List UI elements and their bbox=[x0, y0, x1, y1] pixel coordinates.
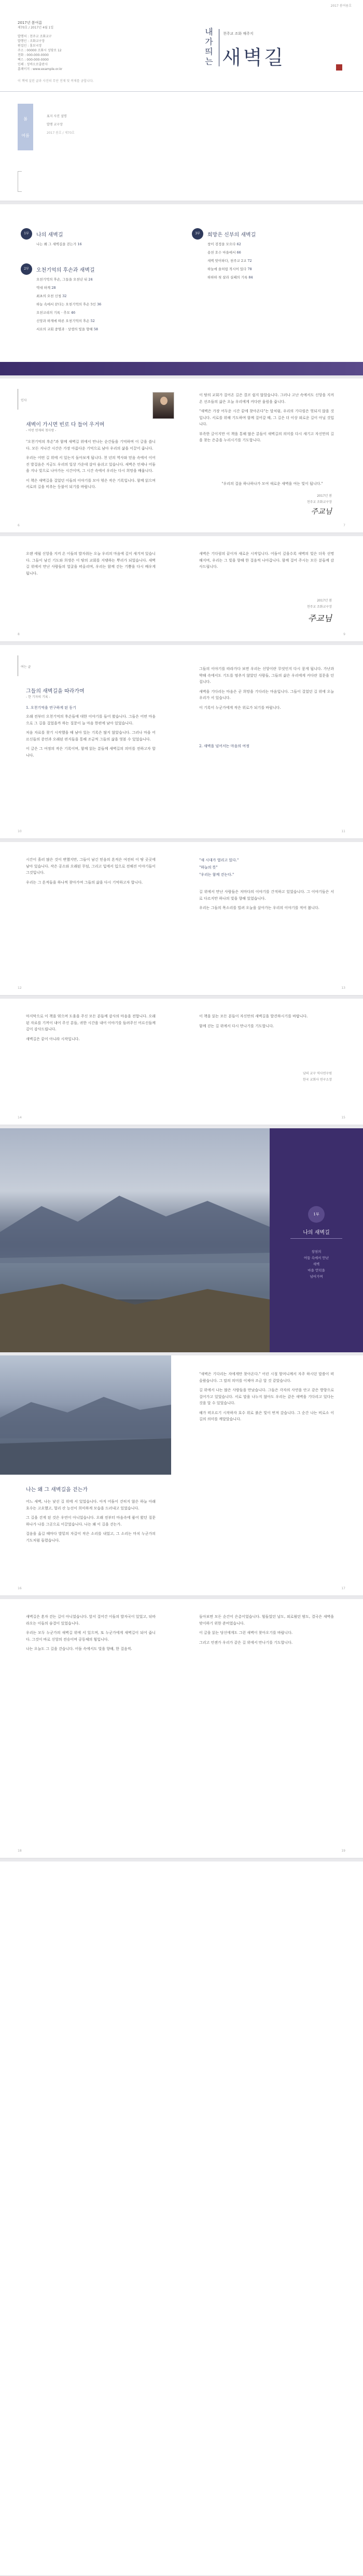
part1-item: 새벽 bbox=[313, 1262, 320, 1266]
toc-item[interactable] bbox=[207, 242, 241, 246]
part1-item: 넘어가며 bbox=[310, 1275, 323, 1279]
toc-item-label: 서로의 교회 중명과 · 상생의 빛을 향해 bbox=[36, 327, 93, 331]
toc-item-label: 하늘에 솔처럼 적시어 있다 bbox=[207, 267, 247, 271]
quote-block bbox=[199, 857, 334, 878]
author-small: 발행 교구장 bbox=[47, 123, 63, 127]
info-line: 편집인 : 홍보국장 bbox=[18, 44, 42, 48]
paragraph: 우리는 그들의 목소리를 빌려 오늘을 살아가는 우리의 이야기를 적어 봅니다. bbox=[199, 906, 319, 910]
toc-part-title: 나의 새벽길 bbox=[36, 232, 63, 238]
page-number-left: 12 bbox=[18, 986, 22, 990]
title-char: 가 bbox=[205, 37, 213, 47]
paragraph: 새벽길은 끝이 아니라 시작입니다. bbox=[26, 1037, 80, 1041]
letter-col-left bbox=[26, 439, 156, 491]
toc-item[interactable] bbox=[36, 302, 101, 306]
part1-badge: 1부 bbox=[308, 1206, 325, 1223]
subtitle: 천주교 조화 매주지 bbox=[223, 32, 254, 36]
info-line: 팩스 : 000-000-0000 bbox=[18, 58, 49, 62]
paragraph: 그 길을 걷게 된 것은 우연이 아니었습니다. 오래 전부터 마음속에 품어 왔던 질문 하나가 나를 그곳으로 이끌었습니다. 나는 왜 이 길을 걷는가. bbox=[26, 1516, 156, 1527]
chapter2-sheet bbox=[0, 1599, 363, 1858]
page-number-right: 13 bbox=[341, 986, 345, 990]
paragraph: 어느 새벽, 나는 낯선 길 위에 서 있었습니다. 아직 어둠이 걷히지 않은 하늘 아래 호수는 고요했고, 멀리 산 능선이 희미하게 모습을 드러내고 있었습니다. bbox=[26, 1500, 156, 1510]
paragraph: 돌아보면 모든 순간이 은총이었습니다. 힘들었던 날도, 외로웠던 밤도, 결국은 새벽을 맞이하기 위한 준비였습니다. bbox=[199, 1615, 334, 1626]
paragraph: 이 글은 그 여정의 작은 기록이며, 함께 읽는 분들께 새벽길의 의미를 전하고자 합니다. bbox=[26, 747, 156, 758]
toc-item-label: 하하하 첫 살라 실패의 기록 bbox=[207, 275, 248, 279]
toc-item-label: 신앙과 하계에 따른 오천기억의 후손 bbox=[36, 319, 90, 323]
page-number-left: 16 bbox=[18, 1587, 22, 1590]
red-seal bbox=[336, 64, 342, 71]
cover-sheet bbox=[0, 0, 363, 201]
toc-item-label: 창이 검정을 모으다 bbox=[207, 242, 236, 246]
paragraph: 이 기록이 누군가에게 작은 위로가 되기를 바랍니다. bbox=[199, 705, 281, 710]
info-line: 홈페이지 : www.example.or.kr bbox=[18, 67, 63, 71]
caption-small: 표지 사진 설명 bbox=[47, 115, 67, 118]
part1-title: 나의 새벽길 bbox=[303, 1230, 330, 1236]
sidebar-block bbox=[18, 104, 33, 150]
paragraph: 우리는 모두 누군가의 새벽길 위에 서 있으며, 또 누군가에게 새벽길이 되어 줍니다. 그것이 바로 신앙의 전승이며 공동체의 힘입니다. bbox=[26, 1631, 156, 1642]
toc-item-page: 84 bbox=[248, 275, 253, 279]
landscape-photo bbox=[0, 1128, 270, 1352]
paragraph: 함께 걷는 길 위에서 다시 만나기를 기도합니다. bbox=[199, 1024, 274, 1028]
part1-item: 마을 언덕을 bbox=[308, 1268, 325, 1272]
essay3-col-right bbox=[199, 1013, 334, 1029]
letter-col-right bbox=[199, 392, 334, 444]
section-label: 여는 글 bbox=[21, 665, 31, 669]
essay3-sheet bbox=[0, 999, 363, 1125]
letter-title: 새벽이 가시면 빈로 다 들어 우거며 bbox=[26, 422, 105, 428]
toc-item-page: 72 bbox=[247, 259, 252, 263]
essay-sheet bbox=[0, 645, 363, 839]
essay-heading: 2. 새벽을 넘어서는 마음의 여정 bbox=[199, 744, 249, 748]
page-number-right: 19 bbox=[341, 1849, 345, 1853]
paragraph: 이 글을 읽는 당신에게도 그런 새벽이 찾아오기를 바랍니다. bbox=[199, 1631, 293, 1635]
purple-band bbox=[0, 362, 363, 375]
page-number-left: 14 bbox=[18, 1116, 22, 1119]
info-panel bbox=[18, 21, 158, 83]
essay-col-right bbox=[199, 666, 334, 711]
letter2-col-left: 오랜 세월 신앙을 지켜 온 이들의 발자취는 오늘 우리의 마음에 깊이 새겨져 있습니다. 그들이 남긴 기도와 희생은 이 땅의 교회를 지탱하는 뿌리가 되었습니다. 새벽길 위에서 만난 사람들의 얼굴을 떠올리며, 우리는 함께 걷는 기쁨을 다시 배우게 됩니다. bbox=[26, 552, 156, 576]
paragraph: 이 책을 읽는 모든 분들이 자신만의 새벽길을 발견하시기를 바랍니다. bbox=[199, 1014, 308, 1018]
issue-tag: 2017 봄호 / 제70호 bbox=[47, 131, 75, 135]
toc-item-page: 28 bbox=[51, 286, 56, 290]
chapter-col-right bbox=[199, 1371, 334, 1423]
essay3-col-left bbox=[26, 1013, 156, 1042]
toc-item[interactable] bbox=[207, 250, 241, 255]
letter-signer: 천주교 조화교구장 bbox=[306, 500, 332, 504]
paragraph: 길 위에서 만난 사람들은 저마다의 이야기를 간직하고 있었습니다. 그 이야기들은 서로 다르지만 하나의 빛을 향해 있었습니다. bbox=[199, 890, 334, 901]
info-line: 발행인 : 조화교구장 bbox=[18, 39, 45, 43]
toc-part-title: 희망은 신부의 새벽길 bbox=[207, 232, 256, 238]
toc-sheet bbox=[0, 204, 363, 375]
part1-item-list bbox=[270, 1249, 363, 1280]
page-number-left: 18 bbox=[18, 1849, 22, 1853]
paragraph: 이 책은 새벽길을 걸었던 이들의 이야기를 모아 엮은 작은 기록입니다. 함께 읽으며 서로의 길을 비추는 등불이 되기를 바랍니다. bbox=[26, 478, 156, 489]
chapter2-col-right bbox=[199, 1614, 334, 1646]
bishop-face bbox=[160, 397, 167, 405]
chapter-photo-scene bbox=[0, 1355, 171, 1475]
part1-item: 어둠 속에서 만난 bbox=[303, 1256, 329, 1260]
toc-item[interactable] bbox=[36, 327, 98, 331]
signature: 주교님 bbox=[311, 508, 332, 516]
quote-line: "새 시대가 열리고 있다." bbox=[199, 858, 239, 862]
toc-item-page: 46 bbox=[71, 311, 76, 315]
essay2-col-left bbox=[26, 857, 156, 886]
notice-text: 이 책에 실린 글과 사진의 무단 전재 및 복제를 금합니다. bbox=[18, 79, 94, 83]
sign-line: 남의 교구 역사연구원 bbox=[303, 1072, 332, 1075]
paragraph: 마지막으로 이 책을 엮으며 도움을 주신 모든 분들께 감사의 마음을 전합니다. 오래된 자료를 기꺼이 내어 주신 분들, 귀한 시간을 내어 이야기를 들려주신 어르신들께 깊이 감사드립니다. bbox=[26, 1014, 156, 1031]
page-number-left: 8 bbox=[18, 633, 20, 636]
paragraph: 새벽길은 혼자 걷는 길이 아니었습니다. 앞서 걸어간 이들의 발자국이 있었고, 뒤따라오는 이들의 숨결이 있었습니다. bbox=[26, 1615, 156, 1626]
quote-line: "하늘의 뜻" bbox=[199, 865, 218, 870]
info-line: 주소 : 00000 조화시 성당로 12 bbox=[18, 49, 62, 52]
paragraph: "오천기억의 후손"과 함께 새벽길 위에서 만나는 순간들을 기억하며 이 글을 씁니다. 모든 지나간 시간은 가장 아름다운 기억으로 남아 우리의 삶을 이끌어 줍니다. bbox=[26, 440, 156, 451]
paragraph: 이 땅의 교회가 걸어온 길은 결코 쉽지 않았습니다. 그러나 고난 속에서도 신앙을 지켜 온 선조들의 삶은 오늘 우리에게 커다란 울림을 줍니다. bbox=[199, 393, 334, 404]
page-number-right: 7 bbox=[343, 524, 345, 527]
toc-part-badge: 1부 bbox=[21, 228, 32, 240]
toc-item-page: 36 bbox=[97, 302, 102, 306]
toc-item-page: 58 bbox=[93, 327, 99, 331]
page-number-left: 10 bbox=[18, 830, 22, 833]
sign-line: 2017년 봄 bbox=[317, 599, 332, 603]
title-vertical bbox=[203, 27, 215, 66]
toc-item-page: 16 bbox=[77, 242, 82, 246]
essay-heading: 1. 오천기억을 연구하게 된 동기 bbox=[26, 706, 76, 710]
part1-item: 창천의 bbox=[311, 1250, 322, 1254]
paragraph: 새벽을 기다리는 마음은 곧 희망을 기다리는 마음입니다. 그들이 걸었던 길 위에 오늘 우리가 서 있습니다. bbox=[199, 689, 334, 700]
toc-item-label: 오천기억의 후손, 그들을 오천년 뒤 bbox=[36, 277, 88, 282]
masthead-line-2: 제70호 / 2017년 4월 1일 bbox=[18, 26, 54, 30]
part1-divider-sheet bbox=[0, 1128, 363, 1352]
letter-sheet bbox=[0, 379, 363, 533]
main-title: 새벽길 bbox=[222, 46, 286, 69]
chapter-photo bbox=[0, 1355, 171, 1475]
info-line: 전화 : 000-000-0000 bbox=[18, 53, 49, 57]
chapter-title: 나는 왜 그 새벽길을 걷는가 bbox=[26, 1487, 88, 1493]
title-panel bbox=[203, 27, 338, 84]
toc-item[interactable] bbox=[36, 277, 93, 282]
essay-subtitle: - 한 기자의 기록 - bbox=[26, 695, 50, 699]
essay-col-left bbox=[26, 713, 156, 759]
toc-item[interactable] bbox=[207, 267, 252, 271]
letter-quote: "우리의 걸음 하나하나가 모여 새로운 새벽을 여는 빛이 됩니다." bbox=[221, 482, 323, 486]
part1-panel bbox=[270, 1128, 363, 1352]
paragraph: 그리고 언젠가 우리가 같은 길 위에서 만나기를 기도합니다. bbox=[199, 1640, 293, 1645]
title-char: 내 bbox=[205, 27, 213, 37]
sign-line: 한국 교회사 연구소장 bbox=[303, 1078, 332, 1082]
toc-item[interactable] bbox=[207, 258, 252, 263]
letter2-col-right: 새벽은 기다림의 끝이자 새로운 시작입니다. 어둠이 깊을수록 새벽의 빛은 더욱 선명해지며, 우리는 그 빛을 향해 한 걸음씩 나아갑니다. 함께 걸어 주시는 모든 분들께 감사드립니다. bbox=[199, 552, 334, 569]
cover-band bbox=[0, 91, 363, 92]
letter-subtitle: - 어떤 연재의 첫사랑 - bbox=[26, 429, 57, 432]
chapter-sheet bbox=[0, 1355, 363, 1596]
toc-part-title: 오천기억의 후손과 새벽길 bbox=[36, 268, 95, 273]
paragraph: 그들의 이야기를 따라가다 보면 우리는 신앙이란 무엇인지 다시 묻게 됩니다. 가난과 박해 속에서도 기도를 멈추지 않았던 사람들, 그들의 삶은 우리에게 커다란 질문을 던집니다. bbox=[199, 667, 334, 684]
page-number-left: 6 bbox=[18, 524, 20, 527]
bishop-photo bbox=[152, 392, 174, 419]
paragraph: 길 위에서 나는 많은 사람들을 만났습니다. 그들은 각자의 사연을 안고 같은 방향으로 걸어가고 있었습니다. 서로 말을 나누지 않아도 우리는 같은 새벽을 기다리고 있다는 것을 알 수 있었습니다. bbox=[199, 1388, 334, 1405]
chapter2-col-left bbox=[26, 1614, 156, 1653]
paragraph: "새벽은 가장 어두운 시간 끝에 찾아온다"는 말처럼, 우리의 기다림은 헛되지 않을 것입니다. 서로를 위해 기도하며 함께 걸어갈 때, 그 길은 더 이상 외로운 길이 아닐 것입니다. bbox=[199, 409, 334, 426]
page-number-right: 17 bbox=[341, 1587, 345, 1590]
paragraph: "새벽은 기다리는 자에게만 찾아온다." 어린 시절 할머니께서 자주 하시던 말씀이 떠올랐습니다. 그 말의 의미를 이제야 조금 알 것 같았습니다. bbox=[199, 1372, 334, 1383]
toc-item-page: 62 bbox=[236, 242, 241, 246]
left-bracket bbox=[18, 171, 22, 192]
chapter-col-left bbox=[26, 1499, 156, 1544]
page-number-right: 11 bbox=[341, 830, 345, 833]
sidebar-label: 봄 bbox=[23, 117, 27, 121]
toc-item-page: 32 bbox=[62, 294, 67, 298]
paragraph: 부족한 글이지만 이 책을 통해 많은 분들이 새벽길의 의미를 다시 새기고 자신만의 길을 찾는 은총을 누리시기를 기도합니다. bbox=[199, 431, 334, 442]
section-label: 인사 bbox=[21, 399, 27, 402]
toc-item-label: 용천 호수 마을에서 bbox=[207, 250, 236, 255]
essay2-sheet bbox=[0, 842, 363, 996]
toc-item-label: 새벽 맞이하다, 천주교 2교 bbox=[207, 259, 247, 263]
essay2-col-right bbox=[199, 889, 334, 912]
toc-item-label: 하늘 속에서 꾼다는 오천기억의 후손 5인 bbox=[36, 302, 96, 306]
toc-item[interactable] bbox=[36, 310, 75, 315]
sign-line: 천주교 조화교구장 bbox=[306, 605, 332, 609]
toc-item-label: 나는 왜 그 새벽길을 걷는가 bbox=[36, 242, 77, 246]
toc-item-label: 오천교리의 기록 · 추모 bbox=[36, 311, 70, 315]
toc-item[interactable] bbox=[36, 293, 66, 298]
toc-item[interactable] bbox=[36, 318, 95, 323]
running-header: 2017 봄여름호 bbox=[330, 4, 352, 8]
page-number-right: 15 bbox=[341, 1116, 345, 1119]
paragraph: 처음 자료를 찾기 시작했을 때 남아 있는 기록은 많지 않았습니다. 그러나 마을 어르신들의 증언과 오래된 편지들을 통해 조금씩 그들의 삶을 엿볼 수 있었습니다. bbox=[26, 731, 156, 741]
paragraph: 시간이 흘러 많은 것이 변했지만, 그들이 남긴 믿음의 흔적은 여전히 이 땅 곳곳에 남아 있습니다. 작은 공소와 오래된 무덤, 그리고 입에서 입으로 전해진 이야기들이 그것입니다. bbox=[26, 858, 156, 875]
masthead-line-1: 2017년 봄여름 bbox=[18, 21, 43, 25]
paragraph: 우리는 어떤 길 위에 서 있는지 돌아보게 됩니다. 천 년의 역사와 믿음 속에서 이어진 발걸음은 지금도 우리의 일상 가운데 살아 숨쉬고 있습니다. 새벽은 언제나 어둠을 지나 빛으로 나아가는 시간이며, 그 시간 속에서 우리는 다시 희망을 배웁니다. bbox=[26, 456, 156, 473]
toc-part-badge: 2부 bbox=[21, 263, 32, 275]
toc-item[interactable] bbox=[207, 275, 253, 279]
toc-item-page: 66 bbox=[236, 250, 241, 255]
letter2-sheet bbox=[0, 536, 363, 642]
trailing-sheet bbox=[0, 1861, 363, 2576]
toc-item[interactable] bbox=[36, 242, 82, 246]
title-char: 띄 bbox=[205, 47, 213, 57]
photo-mountains bbox=[0, 1128, 270, 1352]
page-number-right: 9 bbox=[343, 633, 345, 636]
letter-date: 2017년 봄 bbox=[317, 494, 332, 498]
paragraph: 걸음을 옮길 때마다 발밑의 자갈이 작은 소리를 내었고, 그 소리는 마치 누군가의 기도처럼 들렸습니다. bbox=[26, 1532, 156, 1543]
sidebar-label: 여름 bbox=[21, 133, 30, 138]
toc-part-badge: 3부 bbox=[192, 228, 203, 240]
toc-item-label: 역대 하계 bbox=[36, 286, 51, 290]
info-line: 발행처 : 천주교 조화교구 bbox=[18, 35, 52, 38]
paragraph: 오래 전부터 오천기억의 후손들에 대한 이야기를 들어 왔습니다. 그들은 어떤 마음으로 그 길을 걸었을까 하는 질문이 늘 마음 한편에 남아 있었습니다. bbox=[26, 715, 156, 725]
info-line: 인쇄 : 성바오로출판사 bbox=[18, 63, 48, 66]
signature: 주교님 bbox=[308, 613, 332, 623]
paragraph: 해가 떠오르기 시작하자 호수 위로 붉은 빛이 번져 갔습니다. 그 순간 나는 비로소 이 길의 의미를 깨달았습니다. bbox=[199, 1410, 334, 1421]
toc-item[interactable] bbox=[36, 285, 56, 290]
essay-title: 그들의 새벽길을 따라가며 bbox=[26, 689, 85, 694]
toc-item-page: 24 bbox=[88, 277, 93, 282]
title-char: 는 bbox=[205, 57, 213, 66]
paragraph: 나는 오늘도 그 길을 걷습니다. 어둠 속에서도 빛을 향해, 한 걸음씩. bbox=[26, 1647, 132, 1651]
quote-line: "우리는 함께 걷는다." bbox=[199, 873, 234, 877]
paragraph: 우리는 그 흔적들을 하나씩 찾아가며 그들의 삶을 다시 기억하고자 합니다. bbox=[26, 880, 143, 885]
part1-divider bbox=[290, 1238, 342, 1239]
toc-item-page: 78 bbox=[247, 267, 252, 271]
toc-item-label: 최초의 오천 신청 bbox=[36, 294, 62, 298]
toc-item-page: 52 bbox=[90, 319, 95, 323]
